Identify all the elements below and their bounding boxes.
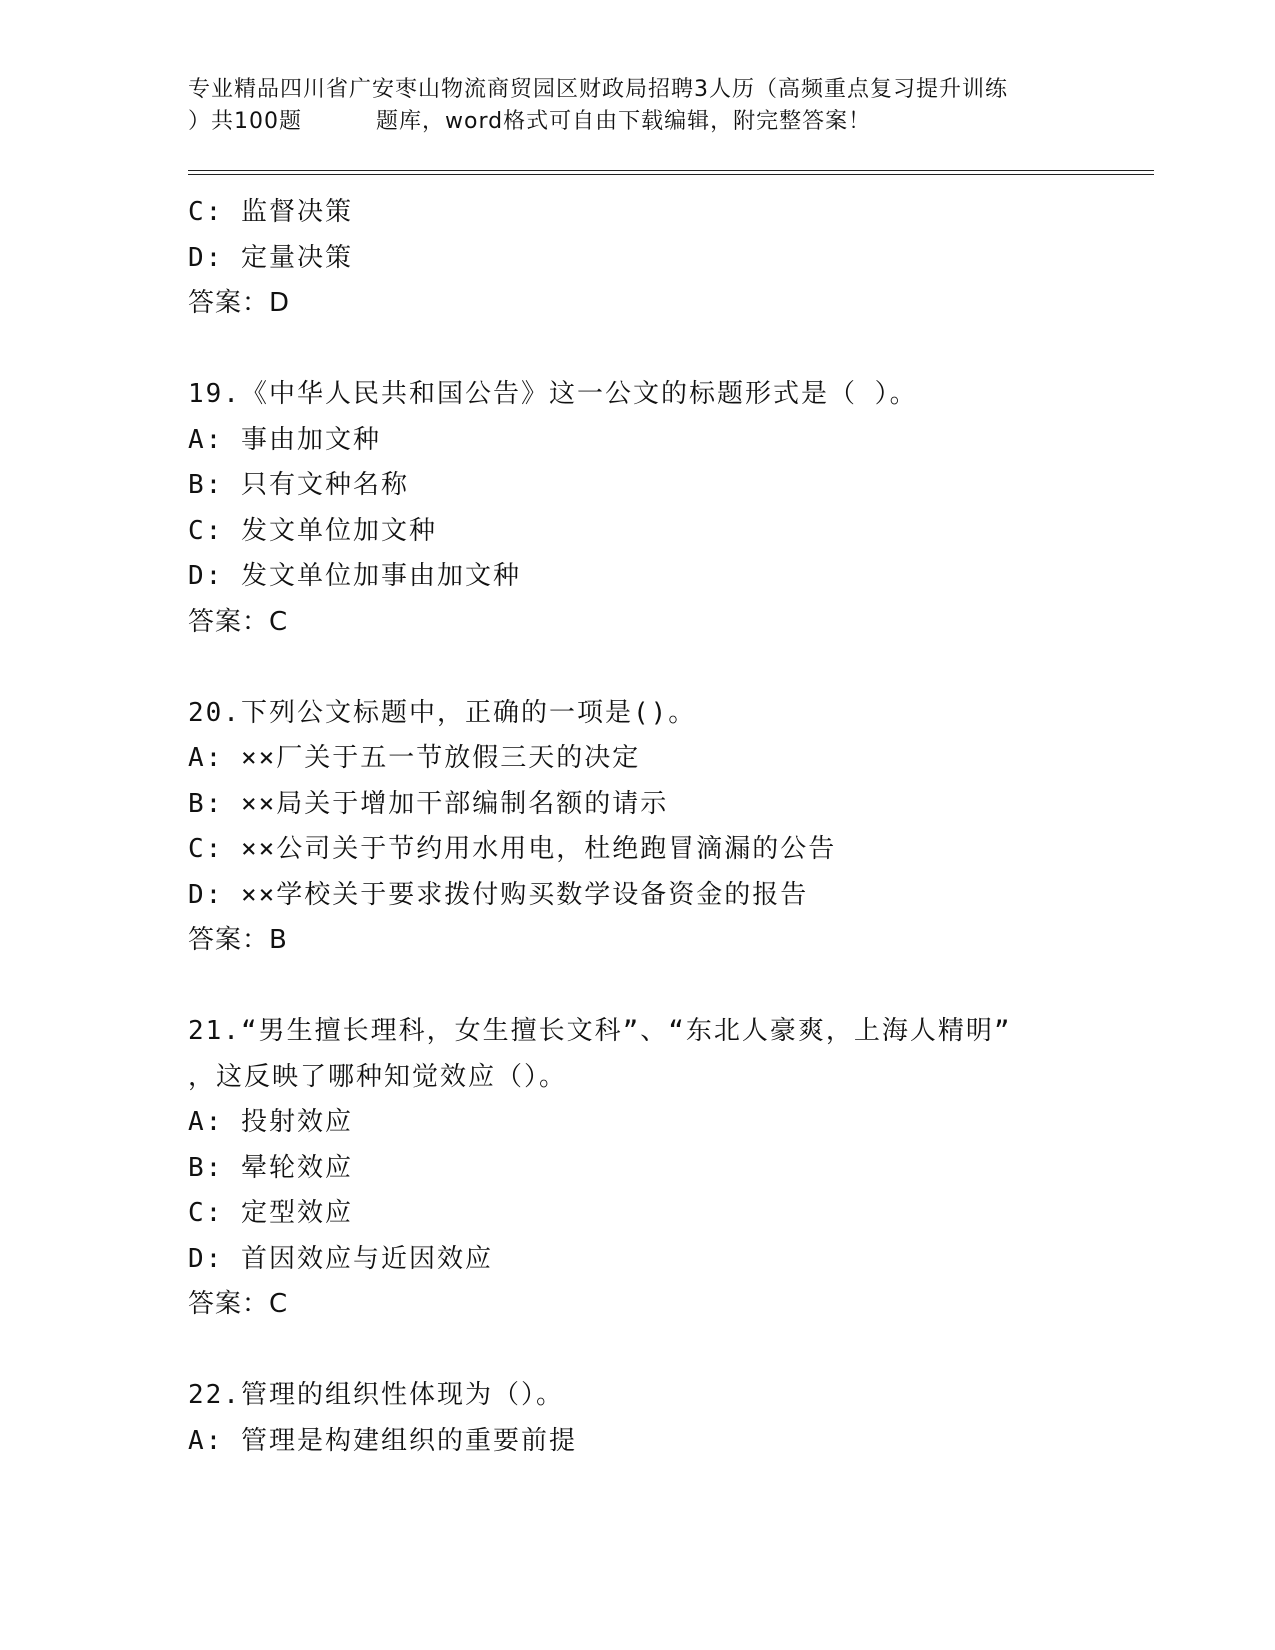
- header-rule-bottom: [188, 174, 1154, 175]
- header-rule-top: [188, 170, 1154, 171]
- question-22: [188, 1373, 1154, 1464]
- option-a: A: 管理是构建组织的重要前提: [188, 1425, 577, 1456]
- question-20: [188, 691, 1154, 964]
- header-title-line-2: [188, 106, 1088, 138]
- question-stem-continued: ，这反映了哪种知觉效应（）。: [188, 1061, 568, 1092]
- question-stem: 22.管理的组织性体现为（）。: [188, 1380, 564, 1410]
- question-spacer: [188, 1328, 1154, 1374]
- option-c: C: 发文单位加文种: [188, 515, 437, 546]
- answer-line: 答案：B: [188, 925, 288, 955]
- option-c: C: 定型效应: [188, 1198, 353, 1228]
- question-stem: 21.“男生擅长理科，女生擅长文科”、“东北人豪爽，上海人精明”: [188, 1016, 1012, 1046]
- question-stem: 20.下列公文标题中，正确的一项是()。: [188, 697, 697, 728]
- previous-question-tail: [188, 190, 1154, 327]
- header-title-line-1: 专业精品四川省广安枣山物流商贸园区财政局招聘3人历（高频重点复习提升训练: [188, 77, 1008, 102]
- option-d: D: 定量决策: [188, 242, 353, 273]
- option-b: B: 晕轮效应: [188, 1152, 353, 1183]
- option-c: C: 监督决策: [188, 197, 353, 227]
- document-header: [188, 74, 1088, 138]
- header-title-description: 题库，word格式可自由下载编辑，附完整答案！: [376, 109, 872, 134]
- question-content: [188, 190, 1154, 1464]
- option-b: B: 只有文种名称: [188, 470, 409, 500]
- answer-line: 答案：D: [188, 288, 291, 318]
- header-title-count: ）共100题: [188, 109, 302, 134]
- option-b: B: ××局关于增加干部编制名额的请示: [188, 788, 669, 819]
- question-spacer: [188, 327, 1154, 373]
- answer-line: 答案：C: [188, 606, 289, 637]
- option-d: D: 首因效应与近因效应: [188, 1243, 493, 1274]
- question-spacer: [188, 964, 1154, 1010]
- option-a: A: ××厂关于五一节放假三天的决定: [188, 743, 641, 773]
- question-stem: 19.《中华人民共和国公告》这一公文的标题形式是（ ）。: [188, 379, 918, 409]
- option-a: A: 事由加文种: [188, 424, 381, 455]
- option-c: C: ××公司关于节约用水用电，杜绝跑冒滴漏的公告: [188, 834, 837, 864]
- question-19: [188, 372, 1154, 645]
- question-spacer: [188, 645, 1154, 691]
- answer-line: 答案：C: [188, 1289, 289, 1319]
- option-d: D: ××学校关于要求拨付购买数学设备资金的报告: [188, 879, 809, 910]
- option-d: D: 发文单位加事由加文种: [188, 561, 521, 591]
- question-21: [188, 1009, 1154, 1328]
- option-a: A: 投射效应: [188, 1107, 353, 1137]
